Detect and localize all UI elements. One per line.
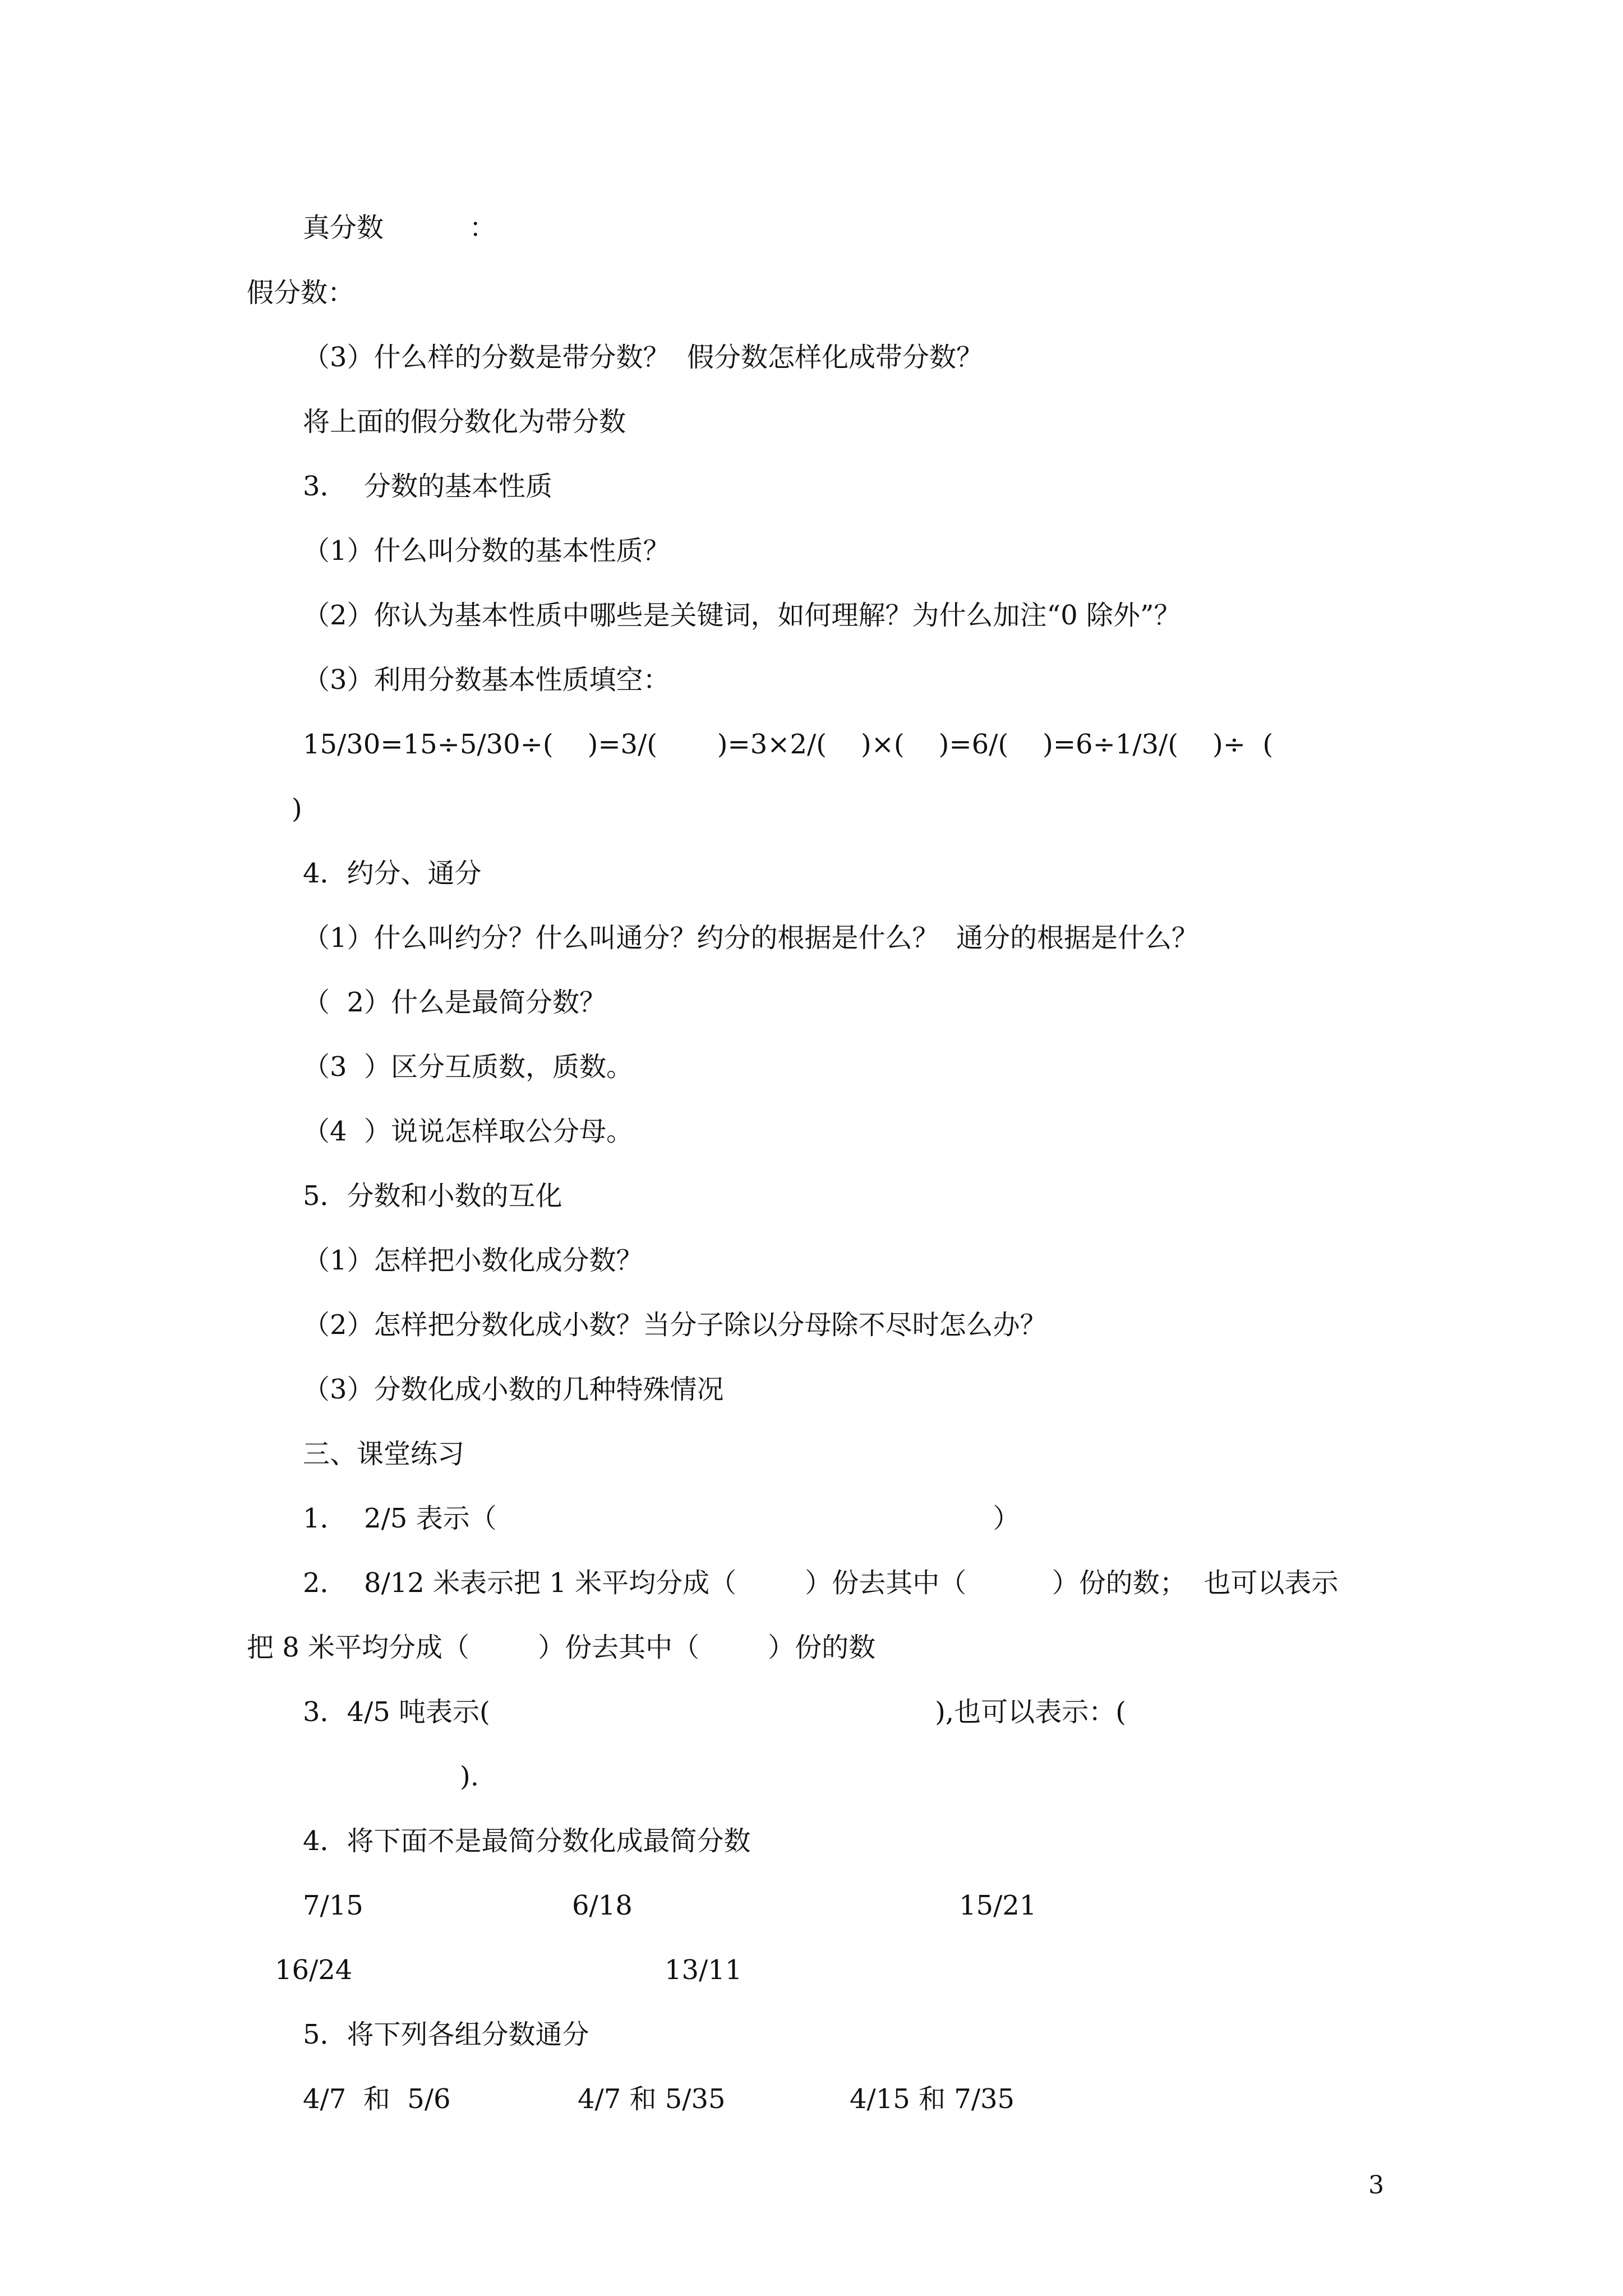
text-line: 假分数： bbox=[247, 277, 355, 309]
page-number: 3 bbox=[1368, 2171, 1384, 2200]
fraction-item: 15/21 bbox=[959, 1890, 1037, 1921]
text-line: （3 ）区分互质数，质数。 bbox=[303, 1051, 634, 1083]
text-line: （2）怎样把分数化成小数？当分子除以分母除不尽时怎么办？ bbox=[303, 1309, 1047, 1341]
text-line: （3）利用分数基本性质填空： bbox=[303, 664, 670, 696]
fraction-item: 7/15 bbox=[303, 1890, 363, 1921]
section-heading: 4．约分、通分 bbox=[303, 858, 482, 889]
text-line: （1）怎样把小数化成分数？ bbox=[303, 1245, 643, 1276]
text-line: 真分数 ： bbox=[303, 212, 496, 243]
exercise-line: 5．将下列各组分数通分 bbox=[303, 2019, 589, 2050]
exercise-line: 2． 8/12 米表示把 1 米平均分成（ ）份去其中（ ）份的数； 也可以表示 bbox=[303, 1567, 1339, 1599]
text-line: （1）什么叫分数的基本性质？ bbox=[303, 535, 670, 567]
exercise-line: 1． 2/5 表示（ ） bbox=[303, 1503, 1020, 1534]
equation-line: 15/30=15÷5/30÷( )=3/( )=3×2/( )×( )=6/( )=6÷1/3/( )÷ ( bbox=[303, 729, 1274, 760]
text-line: （4 ）说说怎样取公分母。 bbox=[303, 1116, 634, 1147]
equation-line-cont: ) bbox=[292, 793, 302, 825]
fraction-item: 6/18 bbox=[572, 1890, 633, 1921]
fraction-item: 16/24 bbox=[275, 1954, 353, 1986]
text-line: （3）什么样的分数是带分数？ 假分数怎样化成带分数？ bbox=[303, 342, 984, 373]
exercise-line-cont: 把 8 米平均分成（ ）份去其中（ ）份的数 bbox=[247, 1632, 876, 1663]
fraction-pair: 4/15 和 7/35 bbox=[850, 2083, 1015, 2115]
text-line: （3）分数化成小数的几种特殊情况 bbox=[303, 1374, 724, 1405]
fraction-item: 13/11 bbox=[665, 1954, 743, 1986]
exercise-line: 3．4/5 吨表示( ),也可以表示：( bbox=[303, 1696, 1126, 1728]
section-heading: 3． 分数的基本性质 bbox=[303, 471, 553, 502]
section-heading: 5．分数和小数的互化 bbox=[303, 1180, 562, 1212]
section-heading: 三、课堂练习 bbox=[303, 1438, 465, 1470]
text-line: （ 2）什么是最简分数？ bbox=[303, 987, 607, 1018]
text-line: （1）什么叫约分？什么叫通分？约分的根据是什么？ 通分的根据是什么？ bbox=[303, 922, 1199, 954]
exercise-line-cont: ). bbox=[460, 1761, 479, 1792]
fraction-pair: 4/7 和 5/6 bbox=[303, 2083, 451, 2115]
text-line: （2）你认为基本性质中哪些是关键词，如何理解？为什么加注“0 除外”？ bbox=[303, 600, 1181, 631]
text-line: 将上面的假分数化为带分数 bbox=[303, 406, 626, 438]
exercise-line: 4．将下面不是最简分数化成最简分数 bbox=[303, 1825, 751, 1857]
fraction-pair: 4/7 和 5/35 bbox=[578, 2083, 726, 2115]
